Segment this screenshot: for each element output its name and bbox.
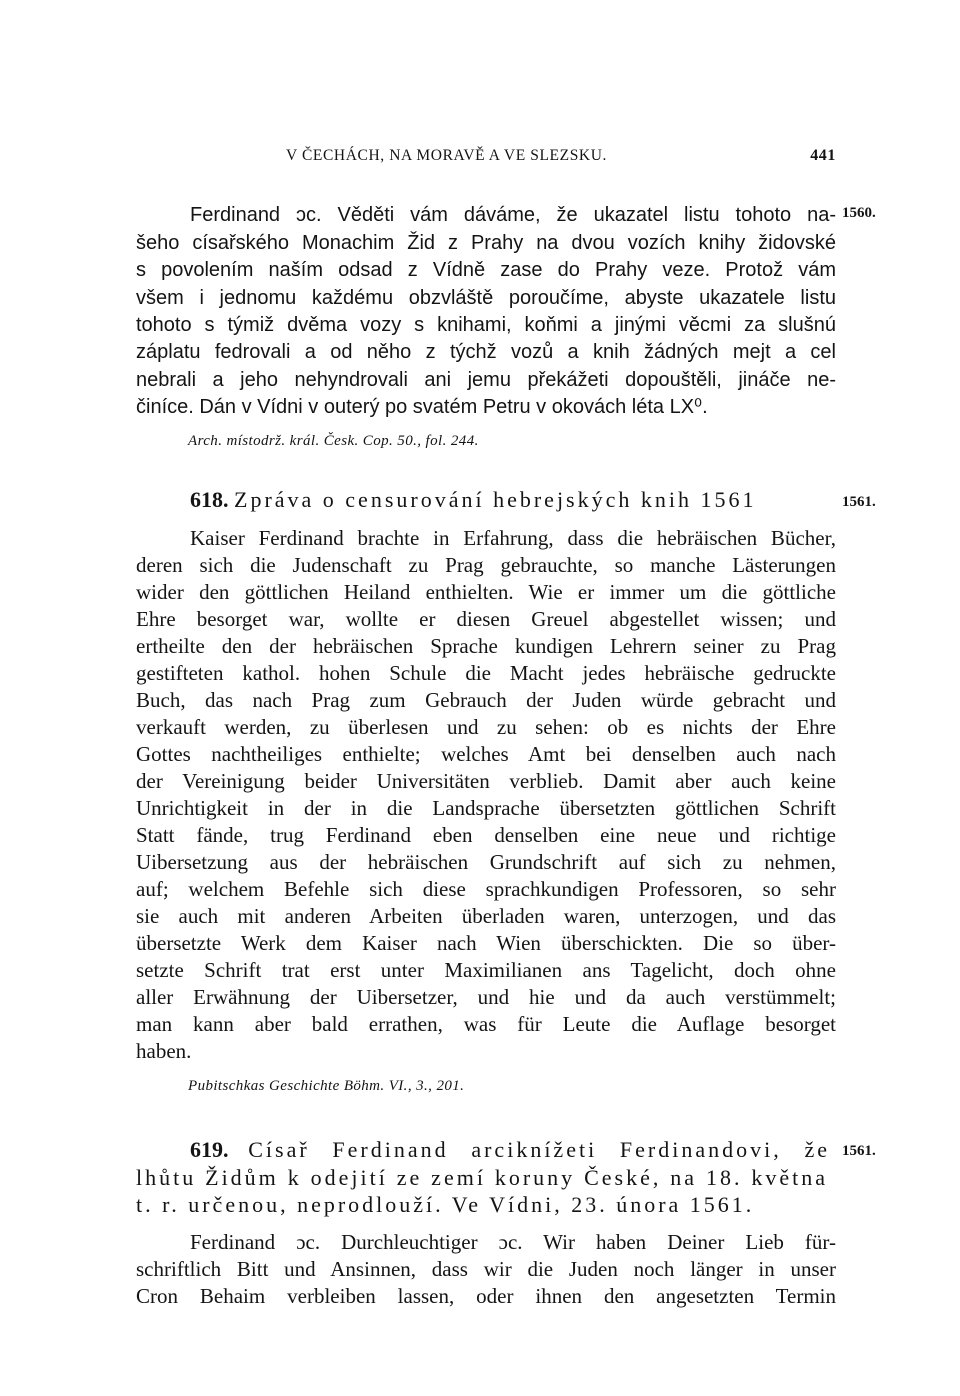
document-heading	[190, 1135, 830, 1165]
text-line: Ehre besorget war, wollte er diesen Greuel abgestellet wissen; und	[136, 607, 836, 631]
text-line: schriftlich Bitt und Ansinnen, dass wir die Juden noch länger in unser	[136, 1257, 836, 1281]
text-line: deren sich die Judenschaft zu Prag gebrauchte, so manche Lästerungen	[136, 553, 836, 577]
text-line: auf; welchem Befehle sich diese sprachkundigen Professoren, so sehr	[136, 877, 836, 901]
source-citation: Pubitschkas Geschichte Böhm. VI., 3., 201.	[188, 1078, 465, 1094]
document-title-line: lhůtu Židům k odejití ze zemí koruny České, na 18. května	[136, 1165, 828, 1190]
text-line: setzte Schrift trat erst unter Maximilianen ans Tagelicht, doch ohne	[136, 958, 836, 982]
document-number: 618.	[190, 487, 229, 512]
text-line: sie auch mit anderen Arbeiten überladen waren, unterzogen, und das	[136, 904, 836, 928]
text-line: Buch, das nach Prag zum Gebrauch der Juden würde gebracht und	[136, 688, 836, 712]
text-line: verkauft werden, zu überlesen und zu sehen: ob es nichts der Ehre	[136, 715, 836, 739]
document-number: 619.	[190, 1137, 229, 1162]
document-heading	[190, 485, 830, 515]
document-title-line: Císař Ferdinand arciknížeti Ferdinandovi, že	[248, 1137, 830, 1162]
text-line: haben.	[136, 1039, 192, 1063]
page-number: 441	[810, 147, 836, 164]
text-line: gestifteten kathol. hohen Schule die Macht jedes hebräische gedruckte	[136, 661, 836, 685]
text-line: Ferdinand ɔc. Věděti vám dáváme, že ukazatel listu tohoto na-	[190, 204, 836, 226]
text-line: Kaiser Ferdinand brachte in Erfahrung, dass die hebräischen Bücher,	[190, 526, 836, 550]
document-title-line: t. r. určenou, neprodlouží. Ve Vídni, 23. února 1561.	[136, 1192, 755, 1217]
text-line: záplatu fedrovali a od něho z týchž vozů a knih žádných mejt a cel	[136, 341, 836, 363]
text-line: Unrichtigkeit in der in die Landsprache übersetzten göttlichen Schrift	[136, 796, 836, 820]
text-line: man kann aber bald errathen, was für Leute die Auflage besorget	[136, 1012, 836, 1036]
text-line: Cron Behaim verbleiben lassen, oder ihnen den angesetzten Termin	[136, 1284, 836, 1308]
margin-year: 1560.	[842, 205, 876, 221]
running-head	[136, 147, 836, 171]
text-line: der Vereinigung beider Universitäten verblieb. Damit aber auch keine	[136, 769, 836, 793]
text-line: Gottes nachtheiliges enthielte; welches Amt bei denselben auch nach	[136, 742, 836, 766]
text-line: tohoto s týmiž dvěma vozy s knihami, koňmi a jinými věcmi za slušnú	[136, 314, 836, 336]
document-title: Zpráva o censurování hebrejských knih 1561	[234, 487, 757, 512]
text-line: s povolením naším odsad z Vídně zase do Prahy veze. Protož vám	[136, 259, 836, 281]
margin-year: 1561.	[842, 494, 876, 510]
text-line: übersetzte Werk dem Kaiser nach Wien überschickten. Die so über-	[136, 931, 836, 955]
text-line: aller Erwähnung der Uibersetzer, und hie und da auch verstümmelt;	[136, 985, 836, 1009]
text-line: wider den göttlichen Heiland enthielten. Wie er immer um die göttliche	[136, 580, 836, 604]
text-line: nebrali a jeho nehyndrovali ani jemu překážeti dopouštěli, jináče ne-	[136, 369, 836, 391]
text-line: Statt fände, trug Ferdinand eben denselben eine neue und richtige	[136, 823, 836, 847]
text-line: Ferdinand ɔc. Durchleuchtiger ɔc. Wir haben Deiner Lieb für-	[190, 1230, 836, 1254]
text-line: všem i jednomu každému obzvláště poroučíme, abyste ukazatele listu	[136, 287, 836, 309]
source-citation: Arch. místodrž. král. Česk. Cop. 50., fol. 244.	[188, 433, 479, 449]
text-line: Uibersetzung aus der hebräischen Grundschrift auf sich zu nehmen,	[136, 850, 836, 874]
running-head-title: V ČECHÁCH, NA MORAVĚ A VE SLEZSKU.	[286, 147, 607, 164]
text-line: ertheilte den der hebräischen Sprache kundigen Lehrern seiner zu Prag	[136, 634, 836, 658]
text-line: činíce. Dán v Vídni v outerý po svatém Petru v okovách léta LX⁰.	[136, 396, 708, 418]
text-line: šeho císařského Monachim Žid z Prahy na dvou vozích knihy židovské	[136, 232, 836, 254]
margin-year: 1561.	[842, 1143, 876, 1159]
